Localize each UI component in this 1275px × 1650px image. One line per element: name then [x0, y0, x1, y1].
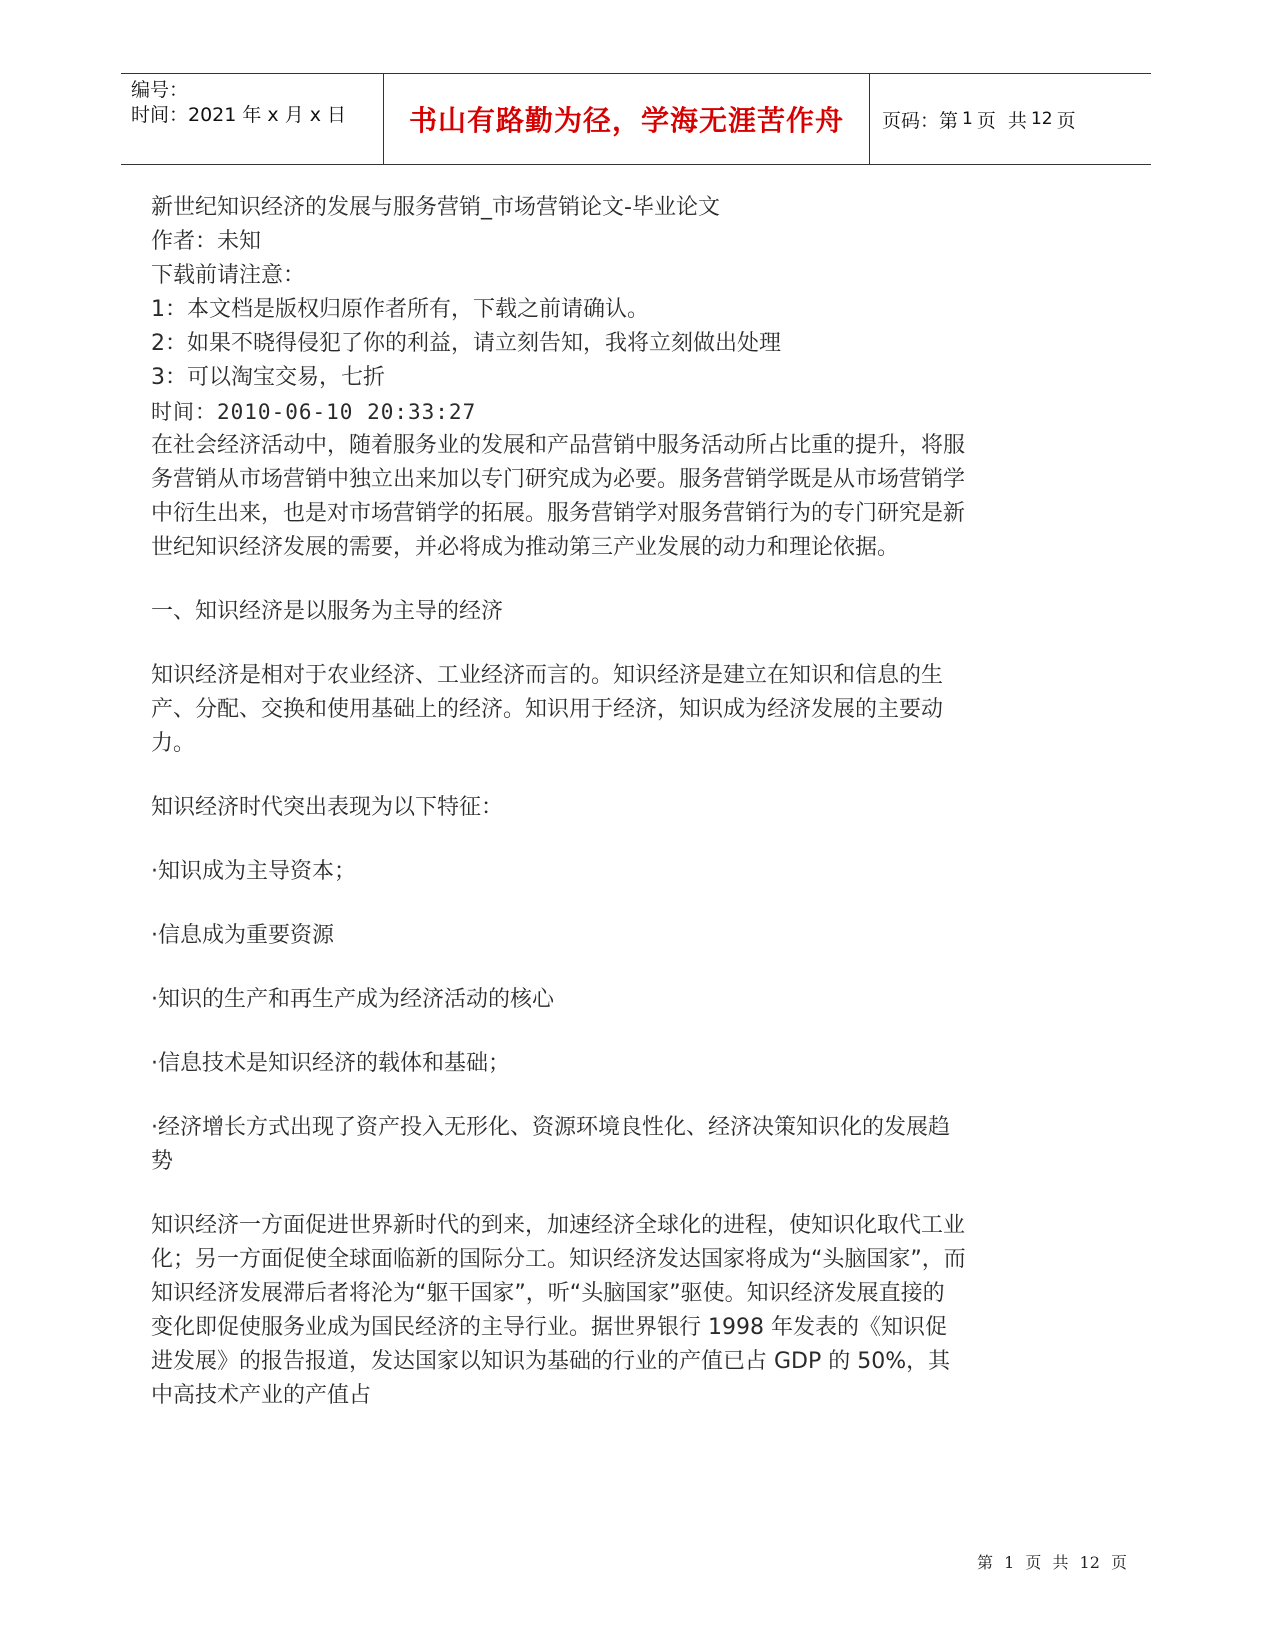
document-number-label: 编号：	[131, 79, 189, 101]
body-paragraph: 知识经济一方面促进世界新时代的到来，加速经济全球化的进程，使知识化取代工业化；另一方面促使全球面临新的国际分工。知识经济发达国家将成为“头脑国家”，而知识经济发展滞后者将沦为“躯干国家”，听“头脑国家”驱使。知识经济发展直接的变化即促使服务业成为国民经济的主导行业。据世界银行 1998 年发表的《知识促进发展》的报告报道，发达国家以知识为基础的行业的产值已占 GDP 的 50%，其中高技术产业的产值占	[151, 1213, 966, 1408]
bullet-item: ·经济增长方式出现了资产投入无形化、资源环境良性化、经济决策知识化的发展趋势	[151, 1115, 950, 1174]
page-total: 12	[1030, 109, 1053, 129]
document-time-label: 时间：2021 年 x 月 x 日	[131, 104, 347, 126]
body-paragraph: 知识经济是相对于农业经济、工业经济而言的。知识经济是建立在知识和信息的生产、分配、交换和使用基础上的经济。知识用于经济，知识成为经济发展的主要动力。	[151, 663, 944, 756]
article-title: 新世纪知识经济的发展与服务营销_市场营销论文-毕业论文	[151, 195, 720, 220]
bullet-item: ·信息成为重要资源	[151, 923, 334, 948]
body-paragraph: 知识经济时代突出表现为以下特征：	[151, 795, 504, 820]
bullet-item: ·知识的生产和再生产成为经济活动的核心	[151, 987, 554, 1012]
page-label-prefix: 页码：第	[882, 109, 959, 132]
article-time: 时间：2010-06-10 20:33:27	[151, 400, 477, 424]
article-body	[151, 191, 966, 1413]
bullet-item: ·知识成为主导资本；	[151, 859, 356, 884]
page-label-mid: 页 共	[976, 109, 1027, 132]
header-motto: 书山有路勤为径，学海无涯苦作舟	[383, 74, 870, 164]
header-meta	[121, 74, 383, 164]
header-page-indicator	[870, 74, 1151, 164]
notice-item: 3：可以淘宝交易，七折	[151, 365, 385, 390]
page-current: 1	[962, 109, 973, 129]
notice-item: 2：如果不晓得侵犯了你的利益，请立刻告知，我将立刻做出处理	[151, 331, 781, 356]
section-heading: 一、知识经济是以服务为主导的经济	[151, 599, 504, 624]
article-author: 作者：未知	[151, 229, 262, 254]
notice-item: 1：本文档是版权归原作者所有，下载之前请确认。	[151, 297, 649, 322]
intro-paragraph: 在社会经济活动中，随着服务业的发展和产品营销中服务活动所占比重的提升，将服务营销从市场营销中独立出来加以专门研究成为必要。服务营销学既是从市场营销学中衍生出来，也是对市场营销学的拓展。服务营销学对服务营销行为的专门研究是新世纪知识经济发展的需要，并必将成为推动第三产业发展的动力和理论依据。	[151, 433, 966, 560]
page-label-suffix: 页	[1056, 109, 1076, 132]
notice-title: 下载前请注意：	[151, 263, 306, 288]
bullet-item: ·信息技术是知识经济的载体和基础；	[151, 1051, 510, 1076]
page-footer: 第 1 页 共 12 页	[977, 1553, 1127, 1572]
document-header	[121, 73, 1151, 165]
